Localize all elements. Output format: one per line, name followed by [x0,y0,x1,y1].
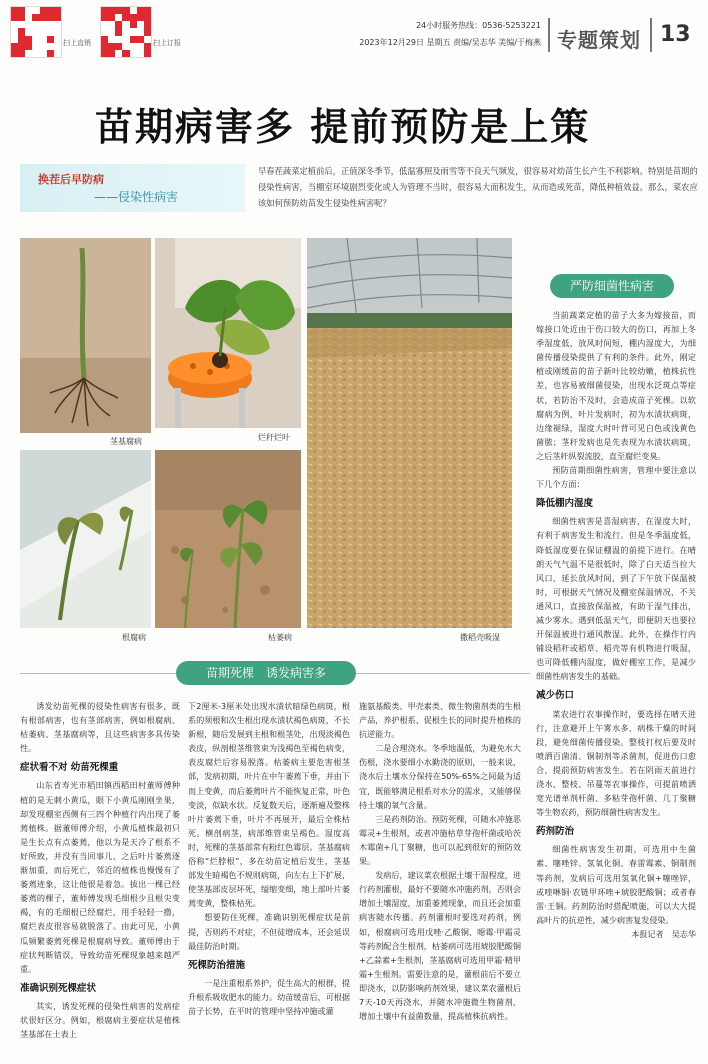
column-4 [536,308,696,941]
paragraph: 诱发幼苗死棵的侵染性病害有很多，既有根部病害，也有茎部病害，例如根腐病、枯萎病、茎基腐病等，且这些病害多具传染性。 [20,701,180,754]
paragraph: 细菌性病害发生初期，可选用中生菌素、噻唑锌、氢氧化铜、春雷霉素、铜制剂等药剂，发病后可选用氢氧化铜+噻唑锌，或喹啉铜·农链甲环唑+琥胶肥酸铜；或者春雷·王铜。药剂防治时搭配喷施，可以大大提高叶片的抗逆性，减少病害复发侵染。 [536,844,696,925]
section-pill-seedling-death: 苗期死棵 诱发病害多 [176,661,356,685]
greenhouse-rice-husk-photo [307,238,512,628]
date-line: 2023年12月29日 星期五 责编/吴志华 美编/于梅燕 [359,38,541,47]
page-number: 13 [660,22,691,47]
paragraph: 菜农进行农事操作时，要选择在晴天进行，注意避开上午雾水多、病株干燥的时间段，避免细菌传播侵染。整枝打杈后要及时喷洒百菌清、铜制剂等杀菌剂，促进伤口愈合，提前预防病害发生。若在阴雨天前进行浇水、整枝、吊蔓等农事操作，可提前喷洒宽光谱单剂杆菌、多粘芽孢杆菌、几丁聚糖等生物农药，预防细菌性病害发生。 [536,708,696,818]
header-bar [0,0,708,62]
photo-caption: 烂秆烂叶 [258,433,290,442]
header-divider [548,18,550,52]
column-2 [188,699,350,1018]
banner-title: 换茬后早防病 [38,173,104,186]
byline: 本报记者 吴志华 [631,928,696,939]
hotline: 24小时服务热线：0536-5253221 [415,21,541,30]
seedling-roots-photo [20,238,151,433]
section-pill-bacterial: 严防细菌性病害 [550,274,674,298]
banner-subtitle: ——侵染性病害 [94,190,179,204]
headline: 苗期病害多 提前预防是上策 [95,105,591,149]
paragraph: 山东省寿光市稻田镇西稻田村董师傅种植的是无刺小黄瓜，眼下小黄瓜刚刚坐果，却发现棚室西侧有三四个种植行内出现了萎蔫植株。据董师傅介绍，小黄瓜植株最初只是生长点有点萎蔫，他以为是天冷了根系不好所致，并没有当回事儿，之后叶片萎蔫逐渐加重，而后死亡，邻近的植株也慢慢有了萎蔫迹象，这让他很是着急。拔出一棵已经萎蔫的棵子，董师傅发现毛细根少且根尖变褐，有的毛细根已经腐烂，用手轻轻一撸，腐烂表皮很容易就脱落了。由此可见，小黄瓜频繁萎蔫死棵是根腐病导致。董师傅由于症状判断错误，导致幼苗死棵现象越来越严重。 [20,780,180,974]
qr-left-label: 扫上直销 [63,39,91,47]
paragraph: 施氨基酸类、甲壳素类、微生物菌剂类的生根产品，养护根系、促根生长的同时提升植株的抗逆能力。 [359,701,521,740]
banner [20,164,245,212]
subheading: 症状看不对 幼苗死棵重 [20,762,119,774]
photo-caption: 茎基腐病 [110,437,142,446]
field-seedling-photo [155,450,301,628]
subheading: 药剂防治 [536,826,575,838]
intro-paragraph: 早春茬蔬菜定植前后，正值深冬季节，低温寡照及雨雪等不良天气频发，很容易对幼苗生长产生不利影响。特别是苗期的侵染性病害，当棚室环境剧烈变化或人为管理不当时，很容易大面积发生，从而造成死苗，降低种植效益。那么，菜农应该如何预防幼苗发生侵染性病害呢？ [258,166,698,208]
paragraph: 三是药剂防治。预防死棵，可随水冲施恶霉灵+生根剂，或者冲施枯草芽孢杆菌或哈茨木霉菌+几丁聚糖，也可以起到很好的预防效果。 [359,813,521,867]
subheading: 减少伤口 [536,690,575,702]
paragraph: 当前蔬菜定植的苗子大多为嫁接苗，而嫁接口处近由于伤口较大的伤口，再加上冬季湿度低，放风时间短，棚内湿度大，为细菌传播侵染提供了有利的条件。此外，刚定植或刚缓苗的苗子新叶比较幼嫩，植株抗性差，也容易被细菌侵染，出现水泛斑点等症状，若防治不及时，会造成苗子死棵。以软腐病为例，叶片发病时，初为水渍状病斑，边缘褪绿，湿度大时叶背可见白色或浅黄色菌脓；茎秆发病也是先表现为水渍状病斑，之后茎秆纵裂流胶，直至腐烂变臭。 [536,310,696,461]
paragraph: 细菌性病害是喜湿病害，在湿度大时，有利于病害发生和流行。但是冬季温度低，降低湿度要在保证棚温的前提下进行。在晴朗天气气温不是很低时，除了白天适当拉大风口，延长放风时间，到了下午放下保温被时，可根据天气情况及棚室保温情况，不关通风口，直接放保温被，有助于湿气排出，减少雾水。遇到低温天气，即便阴天也要拉开保温被进行通风散湿。此外，在操作行内铺设稻秆或稻草、稻壳等有机物进行吸湿，也可降低棚内湿度，做好棚室工作，是减少细菌性病害发生的基础。 [536,516,696,682]
paragraph: 想要防住死棵，准确识别死棵症状是前提，否则药不对症，不但徒增成本，还会延误最佳防治时期。 [188,912,350,951]
qr-code-icon[interactable] [100,6,152,58]
photo-caption: 枯萎病 [268,633,292,642]
header-divider [650,18,652,52]
paragraph: 二是合理浇水。冬季地温低，为避免水大伤根，浇水要细小水勤浇的原则，一般来说，浇水后土壤水分保持在50%-65%之间最为适宜，既能够满足根系对水分的需求，又能够保持土壤的氧气含量。 [359,743,521,810]
paragraph: 一是注重根系养护，促生高大的根群，提升根系吸收肥水的能力。幼苗缓苗后，可根据苗子长势，在平时的管理中坚持冲施或灌 [188,977,350,1016]
subheading: 死棵防治措施 [188,959,246,971]
column-3 [359,699,521,1023]
subheading: 降低棚内湿度 [536,498,594,510]
column-1 [20,699,180,1041]
section-title: 专题策划 [557,28,641,52]
qr-right-label: 扫上订报 [153,39,181,47]
subheading: 准确识别死棵症状 [20,982,97,994]
paragraph: 下2厘米-3厘米处出现水渍状暗绿色病斑，根系的须根和次生根出现水渍状褐色病斑，不长新根，随后发展到主根和根茎处，出现淡褐色表皮，纵剖根茎维管束为浅褐色至褐色病变，表皮腐烂后容易脱落。枯萎病主要危害根茎部，发病初期，叶片在中午萎蔫下垂，并由下而上变黄，而后萎蔫叶片不能恢复正常，叶色变淡，似缺水状。反复数天后，逐渐遍及整株叶片萎蔫下垂，叶片不再展开，最后全株枯死。横剖病茎，病部维管束呈褐色。湿度高时，死棵的茎基部常有粉红色霉层。茎基腐病俗称“烂脖根”，多在幼苗定植后发生，茎基部发生暗褐色不规则病斑，向左右上下扩展，使茎基部皮层坏死，缢缩变细，地上部叶片萎蔫变黄，整株枯死。 [188,701,350,909]
paragraph: 发病后，建议菜农根据土壤干湿程度，进行药剂灌根，最好不要随水冲施药剂，否则会增加土壤湿度，加重萎蔫现象，而且还会加重病害随水传播。药剂灌根时要选对药剂，例如，根腐病可选用戊唑·乙酸铜、噁霉·甲霜灵等药剂配合生根剂，枯萎病可选用琥胶肥酸铜+乙蒜素+生根剂，茎基腐病可选用甲霜·精甲霜+生根剂。需要注意的是，灌根前后不要立即浇水，以防影响药剂效果，建议菜农灌根后7天-10天再浇水，并随水冲施微生物菌剂，增加土壤中有益菌数量，提高植株抗病性。 [359,870,521,1022]
photo-caption: 根腐病 [122,633,146,642]
wilted-seedling-photo [20,450,151,628]
photo-caption: 撒稻壳吸湿 [460,633,500,642]
seedling-pot-photo [155,238,301,428]
paragraph: 预防苗期细菌性病害，管理中要注意以下几个方面： [536,465,696,490]
qr-code-icon[interactable] [10,6,62,58]
paragraph: 其实，诱发死棵的侵染性病害的发病症状很好区分。例如，根腐病主要症状是植株茎基部在土表上 [20,1000,180,1040]
